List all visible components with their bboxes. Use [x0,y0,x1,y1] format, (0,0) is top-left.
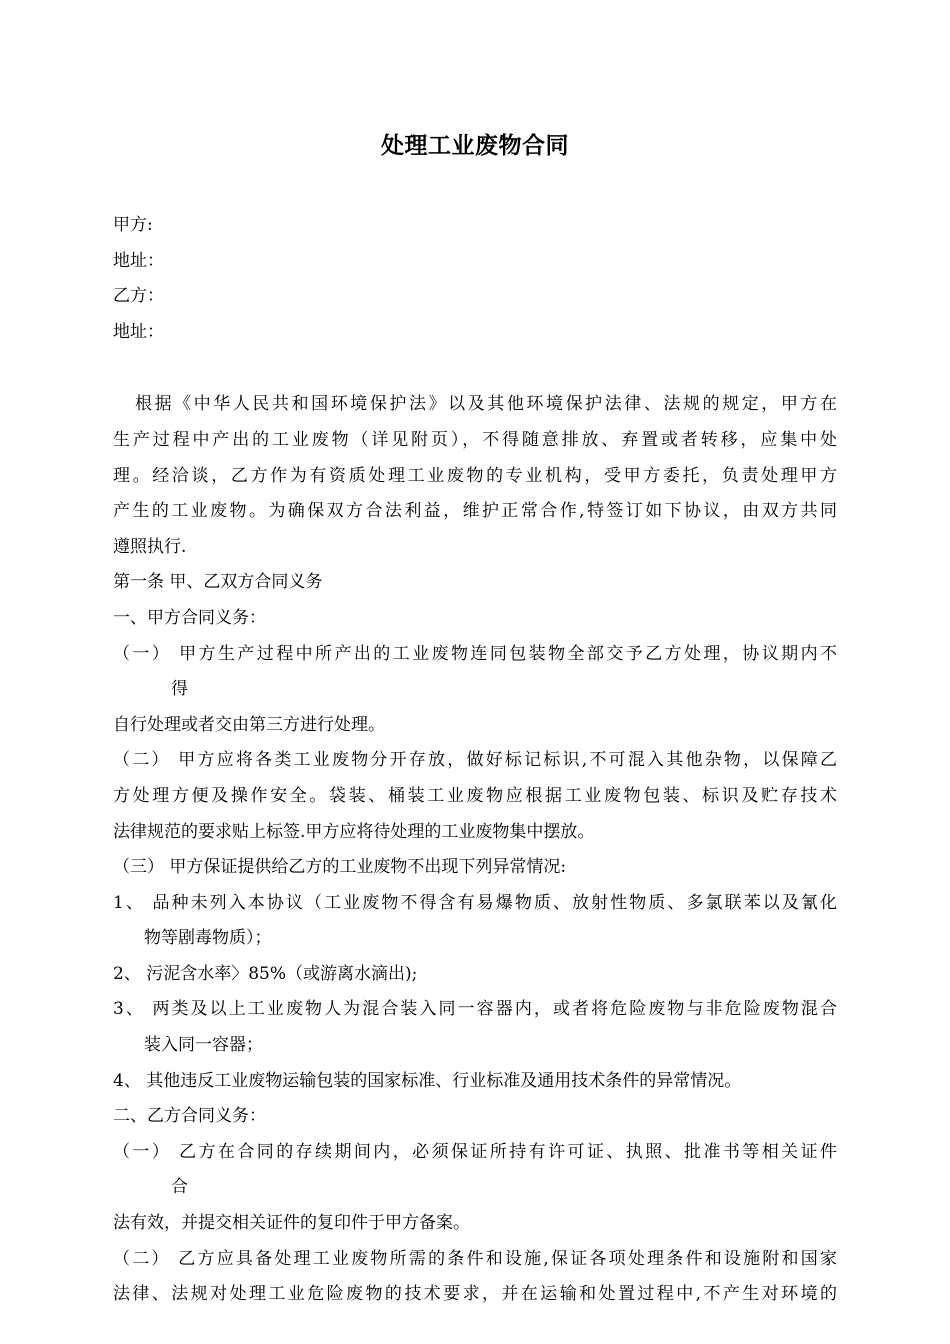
clause-b2-line: （二） 乙方应具备处理工业废物所需的条件和设施,保证各项处理条件和设施附和国家 [113,1248,837,1269]
party-a-label: 甲方: [113,215,153,235]
clause-a2-line: 方处理方便及操作安全。袋装、桶装工业废物应根据工业废物包装、标识及贮存技术 [113,785,837,806]
preamble-line: 根据《中华人民共和国环境保护法》以及其他环境保护法律、法规的规定，甲方在 [135,394,837,415]
list-item-2-line: 2、 污泥含水率〉85%（或游离水滴出); [113,963,418,984]
clause-b2-line: 法律、法规对处理工业危险废物的技术要求，并在运输和处置过程中,不产生对环境的 [113,1284,837,1305]
list-item-1-line: 物等剧毒物质）； [144,928,272,949]
party-b-address-label: 地址： [113,321,164,342]
clause-b1-line: 合 [171,1177,188,1198]
preamble-line: 产生的工业废物。为确保双方合法利益，维护正常合作,特签订如下协议，由双方共同 [113,501,837,522]
party-a-address-label: 地址： [113,250,164,271]
clause-b1-line: 法有效，并提交相关证件的复印件于甲方备案。 [113,1213,470,1234]
clause-b1-line: （一） 乙方在合同的存续期间内，必须保证所持有许可证、执照、批准书等相关证件 [113,1141,837,1162]
list-item-3-line: 3、 两类及以上工业废物人为混合装入同一容器内，或者将危险废物与非危险废物混合 [113,999,837,1020]
clause-a2-line: 法律规范的要求贴上标签.甲方应将待处理的工业废物集中摆放。 [113,821,595,842]
spacer [113,350,837,387]
preamble-line: 遵照执行. [113,536,187,557]
clause-a2-line: （二） 甲方应将各类工业废物分开存放，做好标记标识,不可混入其他杂物，以保障乙 [113,750,837,771]
clause-a1-line: 自行处理或者交由第三方进行处理。 [113,714,385,735]
preamble-line: 生产过程中产出的工业废物（详见附页），不得随意排放、弃置或者转移，应集中处 [113,429,837,450]
preamble-line: 理。经洽谈，乙方作为有资质处理工业废物的专业机构，受甲方委托，负责处理甲方 [113,465,837,486]
party-a-obligations-heading: 一、甲方合同义务： [113,607,266,628]
document-title: 处理工业废物合同 [381,132,569,159]
clause-a3-line: （三） 甲方保证提供给乙方的工业废物不出现下列异常情况: [113,857,567,878]
article-1-heading: 第一条 甲、乙双方合同义务 [113,572,323,593]
list-item-4-line: 4、 其他违反工业废物运输包装的国家标准、行业标准及通用技术条件的异常情况。 [113,1070,742,1091]
list-item-3-line: 装入同一容器； [144,1035,263,1056]
document-body [113,208,837,1313]
clause-a1-line: （一） 甲方生产过程中所产出的工业废物连同包装物全部交予乙方处理，协议期内不 [113,643,837,664]
clause-a1-line: 得 [171,679,188,700]
party-b-label: 乙方： [113,286,164,307]
list-item-1-line: 1、 品种未列入本协议（工业废物不得含有易爆物质、放射性物质、多氯联苯以及氰化 [113,892,837,913]
party-b-obligations-heading: 二、乙方合同义务： [113,1106,266,1127]
